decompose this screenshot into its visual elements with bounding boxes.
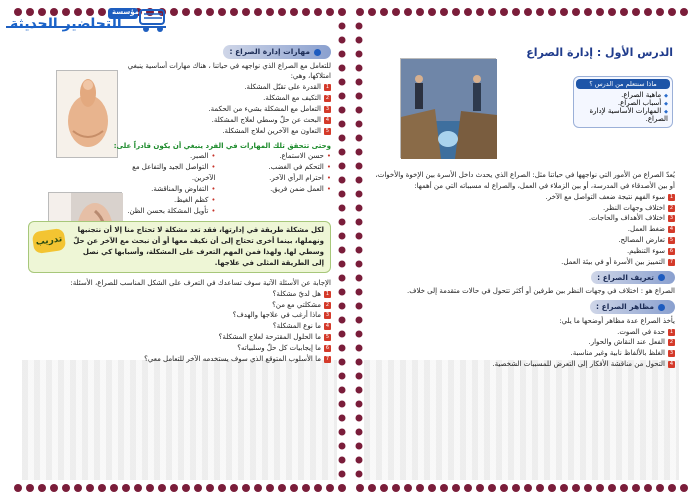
list-item: 2 الفعل عند النقاش والحوار. [588,338,674,347]
questions-intro: الإجابة عن الأسئلة الآتية سوف تساعدك في التعرف على الشكل المناسب للصراع، الأسئلة: [70,278,331,287]
abilities-columns [28,151,331,216]
logo-small-text: مؤسسة [112,8,139,16]
list-item: 1 هل لديّ مشكلة؟ [272,289,330,298]
bead-border-top [354,6,689,18]
list-item: 3 اختلاف الأهداف والحاجات. [588,214,674,223]
list-item: • الصبر. [108,151,216,162]
bead-border-left [354,6,364,494]
definition-text: الصراع هو : اختلاف في وجهات النظر بين طرفين أو أكثر تتحول في حالات متقدمة إلى خلاف. [406,287,675,296]
list-item: 2 اختلاف وجهات النظر. [603,203,674,212]
exercise-text: لكل مشكلة طريقة في إدارتها، فقد تعد مشكلة لا تحتاج منا إلا أن نتجنبها ونهملها، بينما أخرى تحتاج إلى أن نكيف معها أو أن نبحث مع الآخر عن حلّ وسطي لها. ولهذا فمن المهم التعرف على المشكلة، وأسبابها كي نصل إلى الطريقة المثلى في علاجها. [73,226,324,267]
right-page-body [370,170,675,478]
list-item: 7 التمييز بين الأسرة أو في بيئة العمل. [561,257,674,266]
section-heading-skills: مهارات إدارة الصراع : [223,45,331,59]
skills-list [28,82,331,136]
list-item: 1 سوء الفهم نتيجة ضعف التواصل مع الآخر. [545,192,674,201]
forms-intro: يأخذ الصراع عدة مظاهر أوضحها ما يلي: [559,316,675,325]
list-item: 6 سوء التنظيم. [626,246,674,255]
list-item: 3 ماذا أرغب في علاجها والهدف؟ [232,311,330,320]
list-item: 5 ما الحلول المقترحة لعلاج المشكلة؟ [218,333,330,342]
list-item: 4 البحث عن حلّ وسطي لعلاج المشكلة. [211,115,330,124]
list-item: 2 مشكلتي مع من؟ [272,300,330,309]
forms-list [370,327,675,370]
list-item: 2 التكيف مع المشكلة. [263,94,330,103]
logo-main-text: التحاضير الحديثة [10,16,122,32]
bead-border-bottom [12,482,347,494]
bead-border-bottom [354,482,689,494]
list-item: • العمل ضمن فريق. [224,184,332,195]
learning-objectives-box [573,76,673,128]
left-page-content [28,42,331,478]
section-heading-definition: تعريف الصراع : [591,271,675,285]
list-item: • حسن الاستماع. [224,151,332,162]
conflict-intro: يُعدّ الصراع من الأمور التي نواجهها في حياتنا مثل: الصراع الذي يحدث داخل الأسرة بين الإخوة والأخوات، أو بين الأصدقاء في المدرسة، أو بين الزملاء في العمل، والصراع له مسبباته التي من أهمها: [375,171,675,190]
list-item: 1 القدرة على تقبّل المشكلة. [244,83,330,92]
causes-list [370,192,675,268]
abilities-heading: وحتى تتحقق تلك المهارات في الفرد ينبغي أن يكون قادراً على: [113,141,331,150]
list-item: ◆ ماهية الصراع. [578,91,668,99]
publisher-logo [4,2,172,40]
list-item: ◆ المهارات الأساسية لإدارة الصراع. [578,107,668,123]
exercise-box [28,221,331,272]
list-item: • التحكم في الغضب. [224,162,332,173]
list-item: 1 حدة في الصوت. [617,327,674,336]
list-item: • التواصل الجيد والتفاعل مع الآخرين. [108,162,216,184]
cart-icon [140,10,164,32]
list-item: 4 ما نوع المشكلة؟ [272,322,330,331]
abilities-col-left [108,151,216,216]
list-item: • التفاوض والمناقشة. [108,184,216,195]
left-page [12,6,347,494]
exercise-label: تدريب [32,228,67,254]
list-item: 4 ضغط العمل. [627,225,674,234]
objectives-list [576,89,670,125]
list-item: 4 التحول من مناقشة الأفكار إلى التعرض للمسببات الشخصية. [492,360,674,369]
questions-list [28,289,331,365]
list-item: 5 تعارض المصالح. [618,236,674,245]
right-page [354,6,689,494]
list-item: • كظم الغيظ. [108,195,216,206]
list-item: • تأويل المشكلة بحسن الظن. [108,206,216,217]
skills-intro: للتعامل مع الصراع الذي نواجهه في حياتنا ، هناك مهارات أساسية ينبغي امتلاكها، وهي: [127,61,331,81]
list-item: • احترام الرأي الآخر. [224,173,332,184]
list-item: 6 ما إيجابيات كل حلّ وسلبياته؟ [237,343,330,352]
list-item: ◆ أسباب الصراع. [578,99,668,107]
bead-border-right [337,6,347,494]
abilities-col-right [224,151,332,216]
list-item: 3 التعامل مع المشكلة بشيء من الحكمة. [208,105,330,113]
list-item: 7 ما الأسلوب المتوقع الذي سوف يستخدمه الآخر للتعامل معي؟ [144,354,330,363]
list-item: 5 التعاون مع الآخرين لعلاج المشكلة. [222,126,330,135]
objectives-header: ماذا سنتعلم من الدرس ؟ [576,79,670,89]
section-heading-forms: مظاهر الصراع : [590,300,675,314]
list-item: 3 الغلظ بالألفاظ نابية وغير مناسبة. [570,349,674,358]
lesson-title: الدرس الأول : إدارة الصراع [526,46,673,59]
